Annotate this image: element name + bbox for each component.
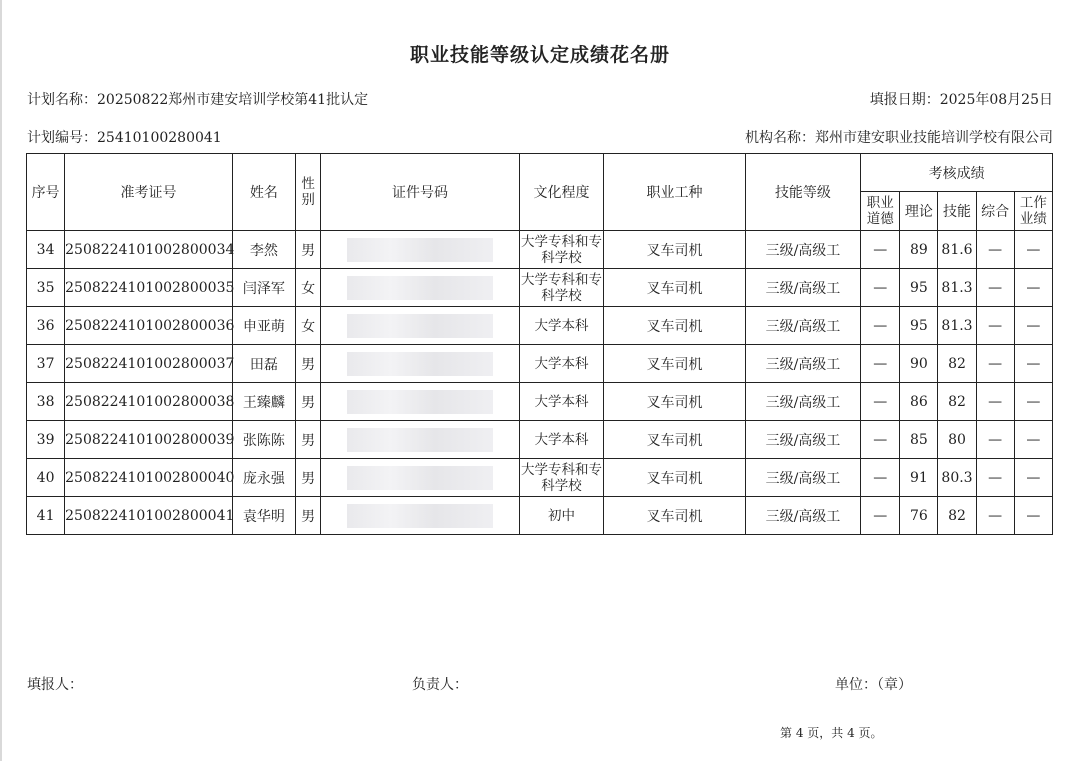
cell-exam-no: 2508224101002800034 bbox=[65, 231, 233, 269]
cell-work-perf: — bbox=[1014, 421, 1052, 459]
cell-id-no-redacted bbox=[321, 421, 520, 459]
header-work-perf: 工作业绩 bbox=[1014, 192, 1052, 231]
cell-gender: 女 bbox=[296, 307, 321, 345]
cell-seq: 41 bbox=[27, 497, 65, 535]
cell-gender: 男 bbox=[296, 421, 321, 459]
cell-ethics: — bbox=[861, 421, 900, 459]
cell-gender: 男 bbox=[296, 383, 321, 421]
footer-filler: 填报人： bbox=[27, 677, 83, 693]
header-comprehensive: 综合 bbox=[976, 192, 1014, 231]
cell-work-perf: — bbox=[1014, 231, 1052, 269]
cell-level: 三级/高级工 bbox=[745, 345, 860, 383]
cell-ethics: — bbox=[861, 269, 900, 307]
cell-work-perf: — bbox=[1014, 497, 1052, 535]
table-row bbox=[27, 497, 1053, 535]
cell-name: 袁华明 bbox=[232, 497, 295, 535]
cell-gender: 男 bbox=[296, 497, 321, 535]
cell-skill: 82 bbox=[938, 345, 976, 383]
header-education: 文化程度 bbox=[519, 154, 603, 231]
cell-occupation: 叉车司机 bbox=[604, 383, 746, 421]
cell-theory: 90 bbox=[900, 345, 938, 383]
cell-comprehensive: — bbox=[976, 459, 1014, 497]
cell-name: 李然 bbox=[232, 231, 295, 269]
cell-level: 三级/高级工 bbox=[745, 269, 860, 307]
cell-work-perf: — bbox=[1014, 383, 1052, 421]
cell-work-perf: — bbox=[1014, 345, 1052, 383]
cell-seq: 38 bbox=[27, 383, 65, 421]
table-row bbox=[27, 421, 1053, 459]
redaction-block bbox=[347, 504, 493, 528]
cell-occupation: 叉车司机 bbox=[604, 269, 746, 307]
cell-exam-no: 2508224101002800040 bbox=[65, 459, 233, 497]
header-occupation: 职业工种 bbox=[604, 154, 746, 231]
cell-theory: 95 bbox=[900, 307, 938, 345]
cell-seq: 34 bbox=[27, 231, 65, 269]
cell-ethics: — bbox=[861, 231, 900, 269]
cell-work-perf: — bbox=[1014, 269, 1052, 307]
redaction-block bbox=[347, 466, 493, 490]
cell-education: 大学专科和专科学校 bbox=[519, 459, 603, 497]
cell-occupation: 叉车司机 bbox=[604, 345, 746, 383]
plan-name: 计划名称：20250822郑州市建安培训学校第41批认定 bbox=[27, 92, 369, 108]
cell-id-no-redacted bbox=[321, 231, 520, 269]
cell-level: 三级/高级工 bbox=[745, 497, 860, 535]
plan-number: 计划编号：25410100280041 bbox=[27, 130, 222, 146]
table-row bbox=[27, 383, 1053, 421]
meta-row-plan bbox=[27, 89, 1053, 109]
cell-education: 大学本科 bbox=[519, 383, 603, 421]
cell-ethics: — bbox=[861, 307, 900, 345]
cell-ethics: — bbox=[861, 497, 900, 535]
cell-theory: 76 bbox=[900, 497, 938, 535]
cell-level: 三级/高级工 bbox=[745, 307, 860, 345]
meta-row-org bbox=[27, 127, 1053, 147]
redaction-block bbox=[347, 276, 493, 300]
header-exam-no: 准考证号 bbox=[65, 154, 233, 231]
header-id-no: 证件号码 bbox=[321, 154, 520, 231]
cell-skill: 82 bbox=[938, 383, 976, 421]
cell-comprehensive: — bbox=[976, 345, 1014, 383]
cell-id-no-redacted bbox=[321, 269, 520, 307]
cell-skill: 80.3 bbox=[938, 459, 976, 497]
page-indicator: 第 4 页，共 4 页。 bbox=[780, 726, 883, 740]
roster-body bbox=[27, 231, 1053, 535]
cell-skill: 82 bbox=[938, 497, 976, 535]
cell-gender: 女 bbox=[296, 269, 321, 307]
cell-theory: 85 bbox=[900, 421, 938, 459]
header-theory: 理论 bbox=[900, 192, 938, 231]
redaction-block bbox=[347, 390, 493, 414]
cell-exam-no: 2508224101002800038 bbox=[65, 383, 233, 421]
cell-gender: 男 bbox=[296, 345, 321, 383]
header-level: 技能等级 bbox=[745, 154, 860, 231]
cell-seq: 36 bbox=[27, 307, 65, 345]
cell-education: 大学本科 bbox=[519, 345, 603, 383]
score-roster-table bbox=[26, 153, 1053, 535]
cell-id-no-redacted bbox=[321, 383, 520, 421]
cell-occupation: 叉车司机 bbox=[604, 459, 746, 497]
cell-occupation: 叉车司机 bbox=[604, 497, 746, 535]
cell-exam-no: 2508224101002800035 bbox=[65, 269, 233, 307]
redaction-block bbox=[347, 238, 493, 262]
cell-theory: 95 bbox=[900, 269, 938, 307]
cell-id-no-redacted bbox=[321, 497, 520, 535]
cell-seq: 39 bbox=[27, 421, 65, 459]
cell-education: 大学本科 bbox=[519, 307, 603, 345]
redaction-block bbox=[347, 352, 493, 376]
table-row bbox=[27, 345, 1053, 383]
cell-ethics: — bbox=[861, 345, 900, 383]
cell-name: 王臻麟 bbox=[232, 383, 295, 421]
header-skill: 技能 bbox=[938, 192, 976, 231]
document-title: 职业技能等级认定成绩花名册 bbox=[409, 44, 670, 66]
header-ethics: 职业道德 bbox=[861, 192, 900, 231]
cell-exam-no: 2508224101002800037 bbox=[65, 345, 233, 383]
org-name: 机构名称：郑州市建安职业技能培训学校有限公司 bbox=[745, 130, 1053, 146]
table-row bbox=[27, 459, 1053, 497]
header-scores: 考核成绩 bbox=[861, 154, 1053, 192]
table-row bbox=[27, 269, 1053, 307]
cell-name: 张陈陈 bbox=[232, 421, 295, 459]
cell-exam-no: 2508224101002800041 bbox=[65, 497, 233, 535]
fill-date: 填报日期：2025年08月25日 bbox=[869, 92, 1053, 108]
cell-skill: 81.6 bbox=[938, 231, 976, 269]
cell-education: 大学专科和专科学校 bbox=[519, 231, 603, 269]
redaction-block bbox=[347, 428, 493, 452]
cell-comprehensive: — bbox=[976, 231, 1014, 269]
footer-unit-seal: 单位：（章） bbox=[835, 677, 912, 693]
cell-occupation: 叉车司机 bbox=[604, 307, 746, 345]
cell-skill: 81.3 bbox=[938, 269, 976, 307]
cell-seq: 40 bbox=[27, 459, 65, 497]
cell-id-no-redacted bbox=[321, 459, 520, 497]
cell-id-no-redacted bbox=[321, 345, 520, 383]
cell-name: 田磊 bbox=[232, 345, 295, 383]
cell-occupation: 叉车司机 bbox=[604, 421, 746, 459]
header-seq: 序号 bbox=[27, 154, 65, 231]
table-row bbox=[27, 231, 1053, 269]
cell-comprehensive: — bbox=[976, 497, 1014, 535]
cell-level: 三级/高级工 bbox=[745, 421, 860, 459]
cell-name: 闫泽军 bbox=[232, 269, 295, 307]
cell-name: 庞永强 bbox=[232, 459, 295, 497]
cell-gender: 男 bbox=[296, 231, 321, 269]
cell-skill: 80 bbox=[938, 421, 976, 459]
table-row bbox=[27, 307, 1053, 345]
cell-theory: 91 bbox=[900, 459, 938, 497]
cell-education: 大学专科和专科学校 bbox=[519, 269, 603, 307]
cell-seq: 35 bbox=[27, 269, 65, 307]
cell-education: 大学本科 bbox=[519, 421, 603, 459]
cell-work-perf: — bbox=[1014, 307, 1052, 345]
redaction-block bbox=[347, 314, 493, 338]
cell-level: 三级/高级工 bbox=[745, 459, 860, 497]
cell-work-perf: — bbox=[1014, 459, 1052, 497]
cell-level: 三级/高级工 bbox=[745, 231, 860, 269]
cell-exam-no: 2508224101002800036 bbox=[65, 307, 233, 345]
cell-name: 申亚萌 bbox=[232, 307, 295, 345]
cell-comprehensive: — bbox=[976, 269, 1014, 307]
cell-gender: 男 bbox=[296, 459, 321, 497]
footer-responsible: 负责人： bbox=[412, 677, 468, 693]
cell-id-no-redacted bbox=[321, 307, 520, 345]
cell-comprehensive: — bbox=[976, 307, 1014, 345]
cell-skill: 81.3 bbox=[938, 307, 976, 345]
cell-level: 三级/高级工 bbox=[745, 383, 860, 421]
header-gender: 性别 bbox=[296, 154, 321, 231]
page-edge bbox=[0, 0, 2, 761]
cell-comprehensive: — bbox=[976, 383, 1014, 421]
cell-ethics: — bbox=[861, 383, 900, 421]
cell-theory: 86 bbox=[900, 383, 938, 421]
cell-seq: 37 bbox=[27, 345, 65, 383]
cell-theory: 89 bbox=[900, 231, 938, 269]
cell-exam-no: 2508224101002800039 bbox=[65, 421, 233, 459]
cell-occupation: 叉车司机 bbox=[604, 231, 746, 269]
cell-comprehensive: — bbox=[976, 421, 1014, 459]
header-name: 姓名 bbox=[232, 154, 295, 231]
cell-education: 初中 bbox=[519, 497, 603, 535]
cell-ethics: — bbox=[861, 459, 900, 497]
